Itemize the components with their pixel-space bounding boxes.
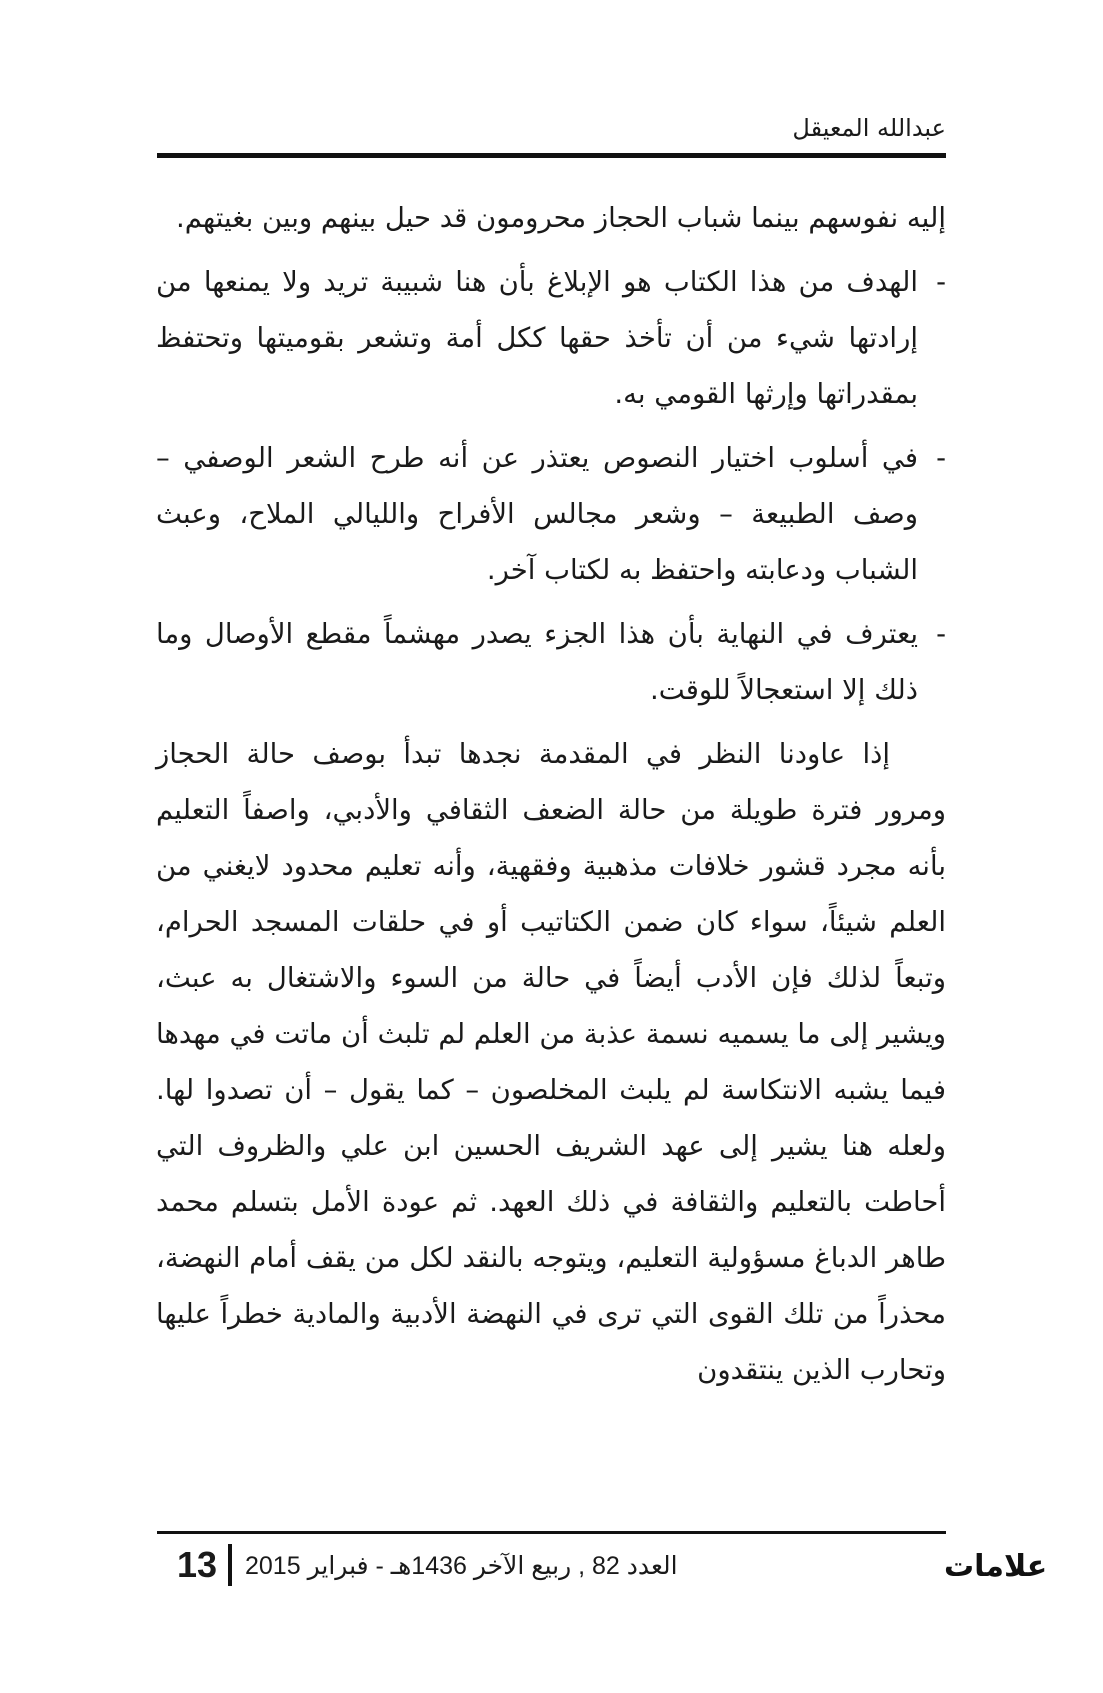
page-footer: [157, 1540, 1048, 1590]
bullet-text: في أسلوب اختيار النصوص يعتذر عن أنه طرح الشعر الوصفي – وصف الطبيعة – وشعر مجالس الأفراح والليالي الملاح، وعبث الشباب ودعابته واحتفظ به لكتاب آخر.: [156, 442, 918, 586]
bullet-text: يعترف في النهاية بأن هذا الجزء يصدر مهشماً مقطع الأوصال وما ذلك إلا استعجالاً للوقت.: [156, 618, 918, 706]
bullet-item-1: [156, 254, 946, 422]
bullet-text: الهدف من هذا الكتاب هو الإبلاغ بأن هنا شبيبة تريد ولا يمنعها من إرادتها شيء من أن تأخذ حقها ككل أمة وتشعر بقوميتها وتحتفظ بمقدراتها وإرثها القومي به.: [156, 266, 918, 410]
running-head-author: عبدالله المعيقل: [792, 114, 946, 142]
page-number: 13: [177, 1544, 218, 1585]
bullet-dash: -: [936, 618, 946, 650]
footer-rule: [157, 1531, 946, 1534]
article-body: [156, 190, 946, 1520]
header-rule: [157, 153, 946, 158]
bullet-item-3: [156, 606, 946, 718]
journal-logo-icon: [816, 1542, 1048, 1586]
footer-divider: [228, 1544, 232, 1586]
bullet-dash: -: [936, 266, 946, 298]
bullet-item-2: [156, 430, 946, 598]
bullet-dash: -: [936, 442, 946, 474]
issue-info: العدد 82 , ربيع الآخر 1436هـ - فبراير 2015: [245, 1552, 678, 1580]
journal-name: علامات: [944, 1549, 1048, 1584]
paragraph-2: إذا عاودنا النظر في المقدمة نجدها تبدأ بوصف حالة الحجاز ومرور فترة طويلة من حالة الضعف الثقافي والأدبي، واصفاً التعليم بأنه مجرد قشور خلافات مذهبية وفقهية، وأنه تعليم محدود لايغني من العلم شيئاً، سواء كان ضمن الكتاتيب أو في حلقات المسجد الحرام، وتبعاً لذلك فإن الأدب أيضاً في حالة من السوء والاشتغال به عبث، ويشير إلى ما يسميه نسمة عذبة من العلم لم تلبث أن ماتت في مهدها فيما يشبه الانتكاسة لم يلبث المخلصون – كما يقول – أن تصدوا لها. ولعله هنا يشير إلى عهد الشريف الحسين ابن علي والظروف التي أحاطت بالتعليم والثقافة في ذلك العهد. ثم عودة الأمل بتسلم محمد طاهر الدباغ مسؤولية التعليم، ويتوجه بالنقد لكل من يقف أمام النهضة، محذراً من تلك القوى التي ترى في النهضة الأدبية والمادية خطراً عليها وتحارب الذين ينتقدون: [156, 738, 946, 1386]
paragraph-1: إليه نفوسهم بينما شباب الحجاز محرومون قد حيل بينهم وبين بغيتهم.: [176, 202, 946, 234]
